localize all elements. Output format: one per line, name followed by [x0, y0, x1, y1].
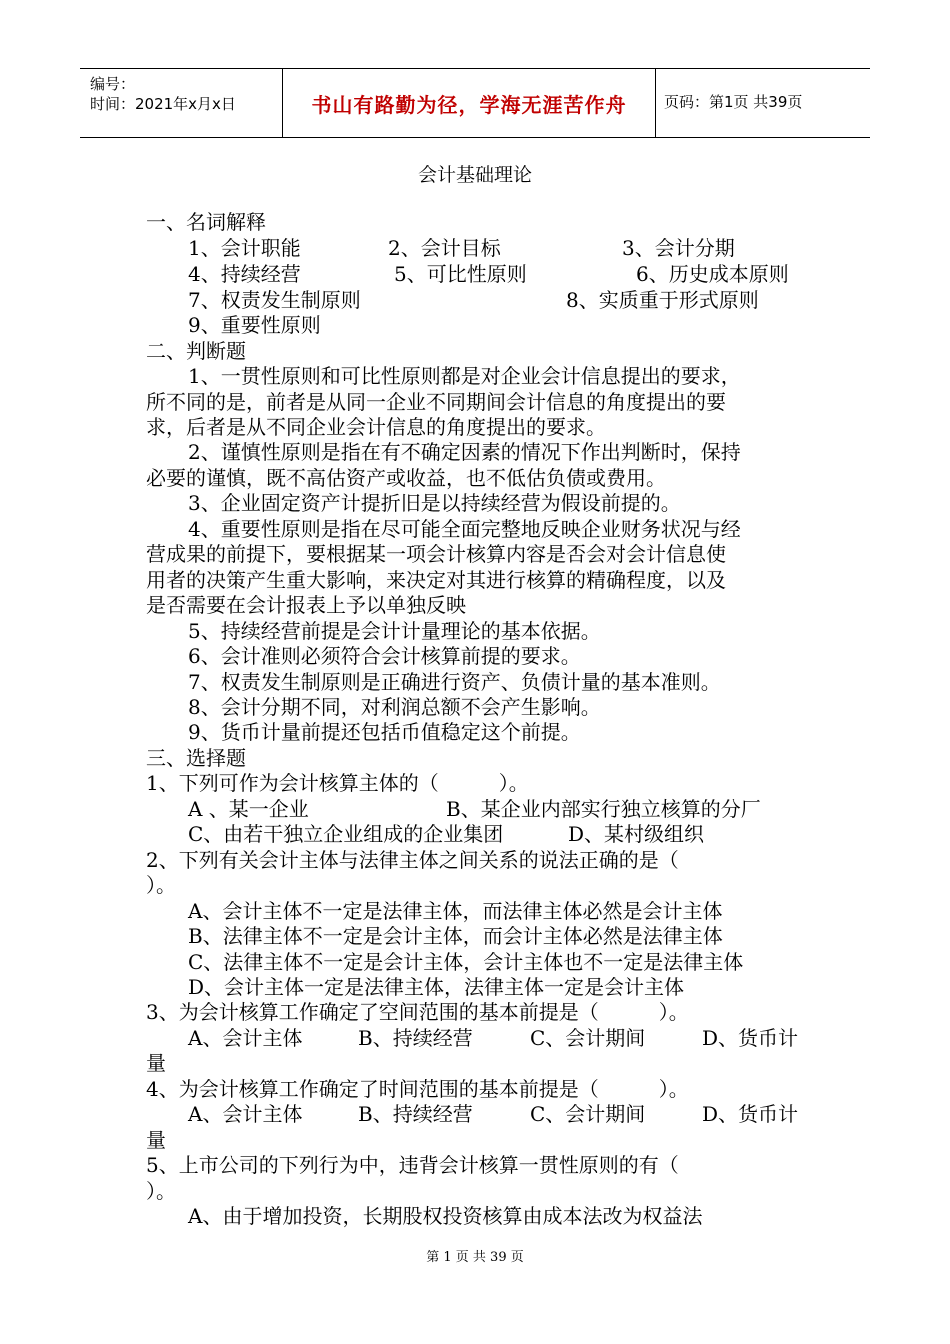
term-item: 6、历史成本原则 [636, 262, 789, 286]
paragraph-line: 求，后者是从不同企业会计信息的角度提出的要求。 [146, 415, 606, 439]
paragraph-line: 8、会计分期不同，对利润总额不会产生影响。 [188, 695, 601, 719]
paragraph-line: 是否需要在会计报表上予以单独反映 [146, 593, 466, 617]
term-item: 8、实质重于形式原则 [566, 288, 759, 312]
paragraph-line: 6、会计准则必须符合会计核算前提的要求。 [188, 644, 581, 668]
answer-option: C、法律主体不一定是会计主体，会计主体也不一定是法律主体 [188, 950, 744, 974]
term-item: 1、会计职能 [188, 236, 301, 260]
paragraph-line: 必要的谨慎，既不高估资产或收益，也不低估负债或费用。 [146, 466, 666, 490]
answer-option: D、货币计 [702, 1026, 799, 1050]
question-stem: ）。 [146, 873, 176, 897]
answer-option: B、某企业内部实行独立核算的分厂 [446, 797, 761, 821]
question-stem: ）。 [146, 1179, 176, 1203]
term-item: 9、重要性原则 [188, 313, 321, 337]
paragraph-line: 所不同的是，前者是从同一企业不同期间会计信息的角度提出的要 [146, 390, 726, 414]
paragraph-line: 1、一贯性原则和可比性原则都是对企业会计信息提出的要求， [188, 364, 741, 388]
number-label: 编号： [90, 75, 136, 93]
paragraph-line: 营成果的前提下，要根据某一项会计核算内容是否会对会计信息使 [146, 542, 726, 566]
section-heading: 三、选择题 [146, 746, 246, 770]
document-title: 会计基础理论 [417, 164, 532, 186]
paragraph-line: 3、企业固定资产计提折旧是以持续经营为假设前提的。 [188, 491, 681, 515]
answer-option: A、会计主体 [188, 1102, 303, 1126]
question-stem: 1、下列可作为会计核算主体的（ ）。 [146, 771, 529, 795]
time-label: 时间：2021年x月x日 [90, 95, 236, 113]
question-stem: 2、下列有关会计主体与法律主体之间关系的说法正确的是（ [146, 848, 679, 872]
header-meta [90, 74, 236, 114]
term-item: 7、权责发生制原则 [188, 288, 361, 312]
paragraph-line: 5、持续经营前提是会计计量理论的基本依据。 [188, 619, 601, 643]
answer-option: D、某村级组织 [568, 822, 705, 846]
answer-option: A、会计主体不一定是法律主体，而法律主体必然是会计主体 [188, 899, 723, 923]
answer-option: A、会计主体 [188, 1026, 303, 1050]
section-heading: 二、判断题 [146, 339, 246, 363]
header-motto: 书山有路勤为径，学海无涯苦作舟 [311, 92, 627, 117]
answer-option: B、法律主体不一定是会计主体，而会计主体必然是法律主体 [188, 924, 723, 948]
section-heading: 一、名词解释 [146, 210, 266, 234]
answer-option: D、会计主体一定是法律主体，法律主体一定是会计主体 [188, 975, 685, 999]
term-item: 2、会计目标 [388, 236, 501, 260]
header-divider [655, 69, 656, 137]
paragraph-line: 用者的决策产生重大影响，来决定对其进行核算的精确程度，以及 [146, 568, 726, 592]
page-header [80, 68, 870, 138]
paragraph-line: 4、重要性原则是指在尽可能全面完整地反映企业财务状况与经 [188, 517, 741, 541]
answer-option: B、持续经营 [358, 1102, 473, 1126]
answer-option: C、会计期间 [530, 1102, 646, 1126]
answer-option: A 、某一企业 [188, 797, 309, 821]
answer-option: C、由若干独立企业组成的企业集团 [188, 822, 504, 846]
paragraph-line: 9、货币计量前提还包括币值稳定这个前提。 [188, 720, 581, 744]
term-item: 4、持续经营 [188, 262, 301, 286]
paragraph-line: 7、权责发生制原则是正确进行资产、负债计量的基本准则。 [188, 670, 721, 694]
answer-option: D、货币计 [702, 1102, 799, 1126]
answer-option: A、由于增加投资，长期股权投资核算由成本法改为权益法 [188, 1204, 703, 1228]
answer-option-wrap: 量 [146, 1051, 166, 1075]
term-item: 3、会计分期 [622, 236, 735, 260]
answer-option: C、会计期间 [530, 1026, 646, 1050]
question-stem: 5、上市公司的下列行为中，违背会计核算一贯性原则的有（ [146, 1153, 679, 1177]
question-stem: 3、为会计核算工作确定了空间范围的基本前提是（ ）。 [146, 1000, 689, 1024]
question-stem: 4、为会计核算工作确定了时间范围的基本前提是（ ）。 [146, 1077, 689, 1101]
term-item: 5、可比性原则 [394, 262, 527, 286]
paragraph-line: 2、谨慎性原则是指在有不确定因素的情况下作出判断时，保持 [188, 440, 741, 464]
answer-option-wrap: 量 [146, 1128, 166, 1152]
answer-option: B、持续经营 [358, 1026, 473, 1050]
header-page-info: 页码：第1页 共39页 [664, 93, 803, 111]
page-footer: 第 1 页 共 39 页 [426, 1250, 524, 1265]
